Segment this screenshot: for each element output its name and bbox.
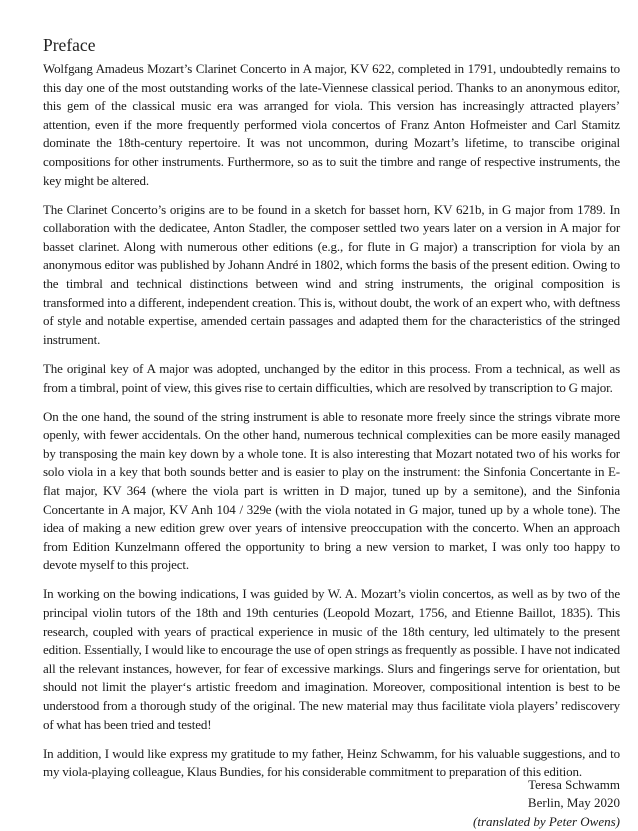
page-title: Preface	[43, 35, 96, 55]
paragraph-origins: The Clarinet Concerto’s origins are to be found in a sketch for basset horn, KV 621b, in G major from 1789. In collaboration with the dedicatee, Anton Stadler, the composer settled two years later on a version in A major for basset clarinet. Along with numerous other editions (e.g., for flute in G major) a transcription for viola by an anonymous editor was published by Johann André in 1802, which forms the basis of the present edition. Owing to the timbral and technical distinctions between wind and string instruments, the original composition is transformed into a different, independent creation. This is, without doubt, the work of an expert who, with deftness of style and notable expertise, amended certain passages and adapted them for the characteristics of the stringed instrument.	[43, 201, 620, 347]
paragraph-original-key: The original key of A major was adopted, unchanged by the editor in this process. From a technical, as well as from a timbral, point of view, this gives rise to certain difficulties, which are resolved by transcription to G major.	[43, 360, 620, 395]
author-name: Teresa Schwamm	[528, 777, 620, 792]
preface-page	[43, 34, 620, 792]
place-date: Berlin, May 2020	[527, 795, 620, 811]
paragraph-transposition: On the one hand, the sound of the string instrument is able to resonate more freely since the strings vibrate more openly, with fewer accidentals. On the other hand, numerous technical complexities can be more easily managed by transposing the main key down by a whole tone. It is also interesting that Mozart notated two of his works for solo viola in a key that both sounds better and is easier to play on the instrument: the Sinfonia Concertante in E-flat major, KV 364 (where the viola part is written in D major, tuned up by a semitone), and the Sinfonia Concertante in A major, KV Anh 104 / 329e (with the viola notated in G major, tuned up by a whole tone). The idea of making a new edition grew over years of intensive preoccupation with the concerto. When an approach from Edition Kunzelmann offered the opportunity to bring a new version to market, I was only too happy to devote myself to this project.	[43, 408, 620, 573]
paragraph-acknowledgements: In addition, I would like express my gratitude to my father, Heinz Schwamm, for his valuable suggestions, and to my viola-playing colleague, Klaus Bundies, for his considerable commitment to preparation of this edition.	[43, 745, 620, 780]
paragraph-intro: Wolfgang Amadeus Mozart’s Clarinet Concerto in A major, KV 622, completed in 1791, undoubtedly remains to this day one of the most outstanding works of the late-Viennese classical period. Thanks to an anonymous editor, this gem of the classical music era was arranged for viola. This version has increasingly attracted players’ attention, even if the more frequently performed viola concertos of Franz Anton Hofmeister and Carl Stamitz dominate the 18th-century repertoire. It was not uncommon, during Mozart’s lifetime, to transcibe original compositions for other instruments. Furthermore, so as to suit the timbre and range of respective instruments, the key might be altered.	[43, 61, 620, 188]
paragraph-bowing: In working on the bowing indications, I was guided by W. A. Mozart’s violin concertos, as well as by two of the principal violin tutors of the 18th and 19th centuries (Leopold Mozart, 1756, and Etienne Baillot, 1835). This research, coupled with years of practical experience in music of the 18th century, led ultimately to the present edition. Essentially, I would like to encourage the use of open strings as frequently as possible. I have not indicated all the relevant instances, however, for fear of excessive markings. Slurs and fingerings serve for orientation, but should not limit the player‘s artistic freedom and imagination. Moreover, compositional intention is best to be understood from a thorough study of the original. The new material may thus facilitate viola players’ rediscovery of what has been tried and tested!	[43, 586, 620, 732]
translator-note: (translated by Peter Owens)	[473, 813, 620, 829]
